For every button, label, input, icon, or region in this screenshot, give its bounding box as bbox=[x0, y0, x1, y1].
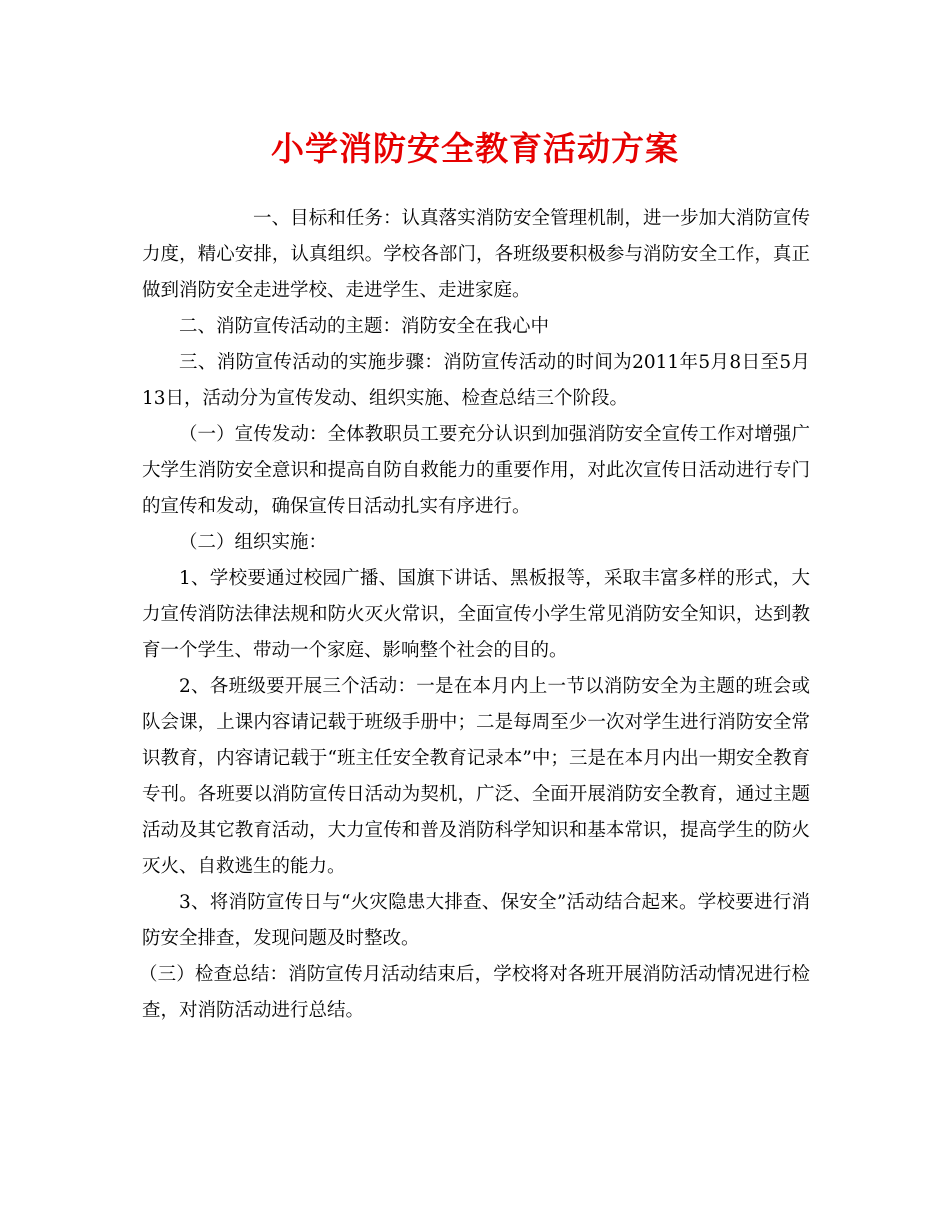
paragraph-goals: 一、目标和任务：认真落实消防安全管理机制，进一步加大消防宣传力度，精心安排，认真组织。学校各部门，各班级要积极参与消防安全工作，真正做到消防安全走进学校、走进学生、走进家庭。 bbox=[142, 208, 810, 301]
paragraph-implementation-heading: （二）组织实施： bbox=[179, 532, 328, 553]
document-title: 小学消防安全教育活动方案 bbox=[271, 129, 679, 168]
paragraph-item-2: 2、各班级要开展三个活动：一是在本月内上一节以消防安全为主题的班会或队会课，上课内容请记载于班级手册中；二是每周至少一次对学生进行消防安全常识教育，内容请记载于“班主任安全教育记录本”中；三是在本月内出一期安全教育专刊。各班要以消防宣传日活动为契机，广泛、全面开展消防安全教育，通过主题活动及其它教育活动，大力宣传和普及消防科学知识和基本常识，提高学生的防火灭火、自救逃生的能力。 bbox=[142, 676, 810, 877]
paragraph-mobilization: （一）宣传发动：全体教职员工要充分认识到加强消防安全宣传工作对增强广大学生消防安全意识和提高自防自救能力的重要作用，对此次宣传日活动进行专门的宣传和发动，确保宣传日活动扎实有序进行。 bbox=[142, 424, 810, 517]
paragraph-item-1: 1、学校要通过校园广播、国旗下讲话、黑板报等，采取丰富多样的形式，大力宣传消防法律法规和防火灭火常识，全面宣传小学生常见消防安全知识，达到教育一个学生、带动一个家庭、影响整个社会的目的。 bbox=[142, 568, 810, 661]
paragraph-summary: （三）检查总结：消防宣传月活动结束后，学校将对各班开展消防活动情况进行检查，对消防活动进行总结。 bbox=[139, 964, 810, 1021]
paragraph-theme: 二、消防宣传活动的主题：消防安全在我心中 bbox=[179, 316, 550, 337]
document-body bbox=[139, 201, 810, 1029]
paragraph-steps: 三、消防宣传活动的实施步骤：消防宣传活动的时间为2011年5月8日至5月13日，活动分为宣传发动、组织实施、检查总结三个阶段。 bbox=[142, 352, 810, 409]
paragraph-item-3: 3、将消防宣传日与“火灾隐患大排查、保安全”活动结合起来。学校要进行消防安全排查，发现问题及时整改。 bbox=[142, 892, 810, 949]
